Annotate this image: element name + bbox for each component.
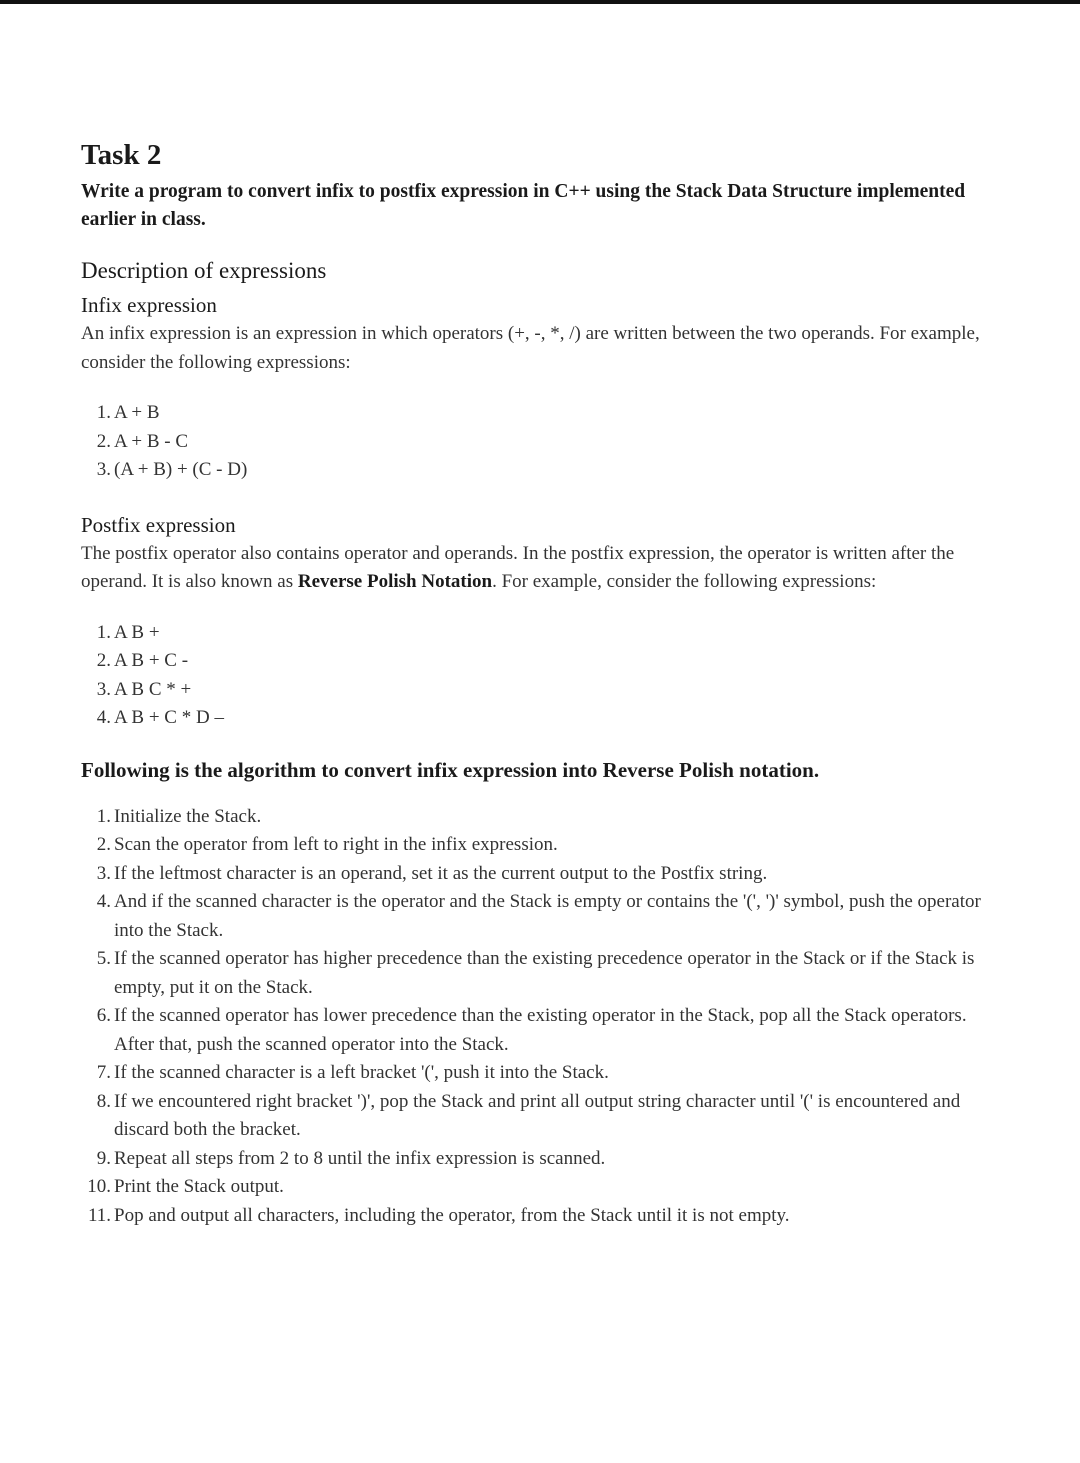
list-item	[81, 428, 981, 457]
list-number: 5.	[96, 948, 111, 969]
list-item	[81, 619, 981, 648]
list-item	[81, 945, 981, 1002]
list-number: 1.	[96, 805, 111, 827]
list-item	[81, 1202, 981, 1231]
postfix-paragraph-after: . For example, consider the following expressions:	[492, 571, 877, 592]
infix-paragraph: An infix expression is an expression in which operators (+, -, *, /) are written between the two operands. For example, consider the following expressions:	[81, 323, 980, 373]
list-text: A B +	[114, 621, 160, 643]
top-border	[0, 0, 1080, 4]
list-number: 1.	[96, 621, 111, 643]
list-text: If the scanned operator has higher precedence than the existing precedence operator in the Stack or if the Stack is empty, put it on the Stack.	[114, 948, 975, 998]
list-number: 1.	[96, 402, 111, 423]
list-item	[81, 1059, 981, 1088]
list-text: A B + C -	[114, 650, 189, 671]
postfix-paragraph-before: The postfix operator also contains operator and operands. In the postfix expression, the operator is written after the operand. It is also known as	[81, 542, 955, 592]
list-text: A B C * +	[114, 678, 192, 700]
list-number: 3.	[96, 459, 111, 480]
list-number: 6.	[96, 1005, 111, 1026]
list-number: 8.	[96, 1090, 111, 1112]
infix-heading: Infix expression	[81, 293, 217, 317]
algorithm-steps-list	[81, 803, 981, 1231]
list-text: A + B	[114, 402, 160, 423]
list-text: If the scanned operator has lower precedence than the existing operator in the Stack, pop all the Stack operators. After that, push the scanned operator into the Stack.	[114, 1005, 967, 1055]
list-item	[81, 456, 981, 485]
list-item	[81, 1002, 981, 1059]
task-description: Write a program to convert infix to postfix expression in C++ using the Stack Data Structure implemented earlier in class.	[81, 181, 966, 230]
list-item	[81, 803, 981, 832]
task-title: Task 2	[81, 139, 162, 171]
list-item	[81, 1145, 981, 1174]
list-text: A B + C * D –	[114, 707, 224, 728]
list-item	[81, 399, 981, 428]
list-item	[81, 1173, 981, 1202]
list-text: And if the scanned character is the operator and the Stack is empty or contains the '(', ')' symbol, push the operator into the Stack.	[114, 891, 981, 941]
list-number: 3.	[96, 862, 111, 884]
list-text: If the leftmost character is an operand, set it as the current output to the Postfix string.	[114, 862, 768, 884]
list-number: 2.	[96, 834, 111, 855]
list-number: 2.	[96, 650, 111, 671]
list-item	[81, 888, 981, 945]
list-item	[81, 1088, 981, 1145]
postfix-heading: Postfix expression	[81, 512, 236, 537]
list-text: If we encountered right bracket ')', pop the Stack and print all output string character until '(' is encountered and discard both the bracket.	[114, 1090, 961, 1140]
list-text: (A + B) + (C - D)	[114, 459, 248, 480]
list-number: 2.	[96, 430, 111, 452]
postfix-examples-list	[81, 619, 981, 733]
document-page	[81, 138, 981, 1230]
list-text: Initialize the Stack.	[114, 805, 262, 827]
list-item	[81, 647, 981, 676]
postfix-paragraph-bold: Reverse Polish Notation	[297, 571, 493, 592]
list-text: Scan the operator from left to right in the infix expression.	[114, 834, 558, 855]
algorithm-heading: Following is the algorithm to convert infix expression into Reverse Polish notation.	[81, 757, 820, 782]
list-text: Repeat all steps from 2 to 8 until the infix expression is scanned.	[114, 1147, 606, 1169]
list-number: 3.	[96, 678, 111, 700]
list-item	[81, 676, 981, 705]
infix-examples-list	[81, 399, 981, 485]
postfix-paragraph	[81, 540, 981, 597]
list-text: A + B - C	[114, 430, 189, 452]
list-number: 4.	[96, 707, 111, 728]
list-number: 9.	[96, 1147, 111, 1169]
list-number: 11.	[87, 1204, 111, 1226]
list-item	[81, 860, 981, 889]
list-number: 7.	[96, 1062, 111, 1083]
list-text: If the scanned character is a left bracket '(', push it into the Stack.	[114, 1062, 609, 1083]
section-heading-description: Description of expressions	[81, 258, 327, 283]
list-number: 4.	[96, 891, 111, 912]
list-item	[81, 831, 981, 860]
list-item	[81, 704, 981, 733]
list-number: 10.	[87, 1176, 111, 1197]
list-text: Print the Stack output.	[114, 1176, 284, 1197]
list-text: Pop and output all characters, including the operator, from the Stack until it is not empty.	[114, 1204, 790, 1226]
